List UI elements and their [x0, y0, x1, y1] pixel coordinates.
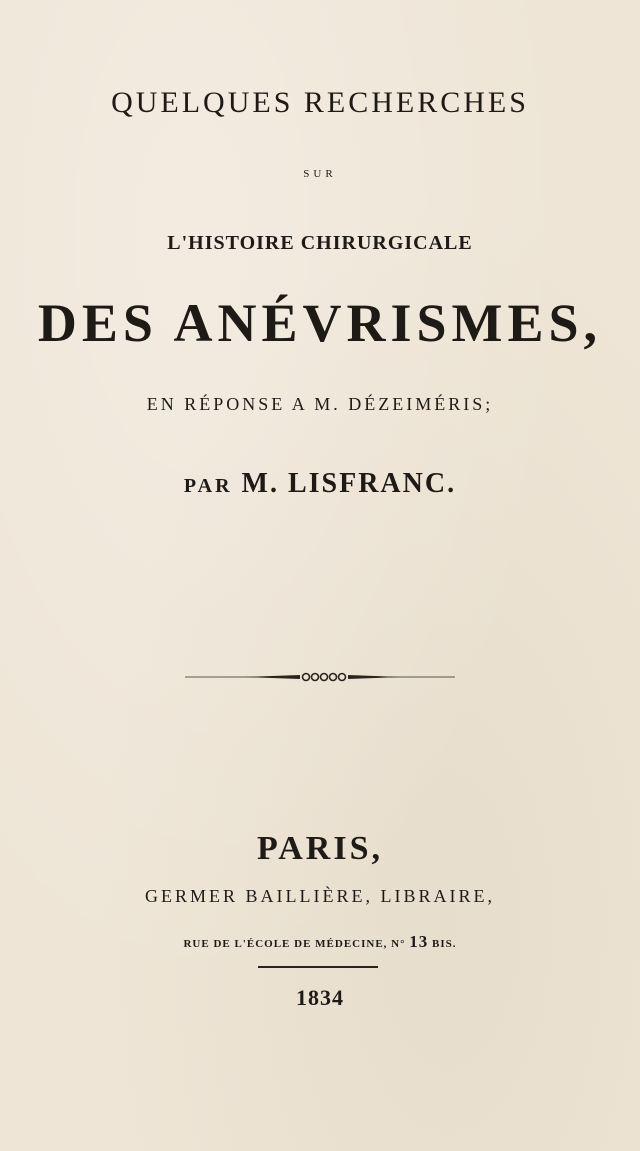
address-text: RUE DE L'ÉCOLE DE MÉDECINE, N°	[183, 938, 406, 950]
subtitle: EN RÉPONSE A M. DÉZEIMÉRIS;	[146, 394, 494, 414]
address-suffix: BIS.	[432, 938, 457, 950]
title-line-1: QUELQUES RECHERCHES	[111, 86, 529, 119]
author-line	[0, 468, 640, 500]
imprint-city: PARIS,	[257, 830, 383, 867]
publication-year: 1834	[296, 985, 344, 1010]
author-name: M. LISFRANC.	[241, 468, 457, 499]
author-prefix: PAR	[183, 475, 233, 497]
ornament-divider-icon	[185, 670, 455, 684]
address-number: 13	[409, 932, 429, 951]
imprint-address	[0, 932, 640, 952]
title-line-2: L'HISTOIRE CHIRURGICALE	[167, 232, 473, 254]
title-preposition: SUR	[303, 168, 337, 180]
imprint-publisher: GERMER BAILLIÈRE, LIBRAIRE,	[145, 886, 495, 906]
main-title: DES ANÉVRISMES,	[37, 293, 603, 353]
divider-rule	[258, 966, 378, 968]
